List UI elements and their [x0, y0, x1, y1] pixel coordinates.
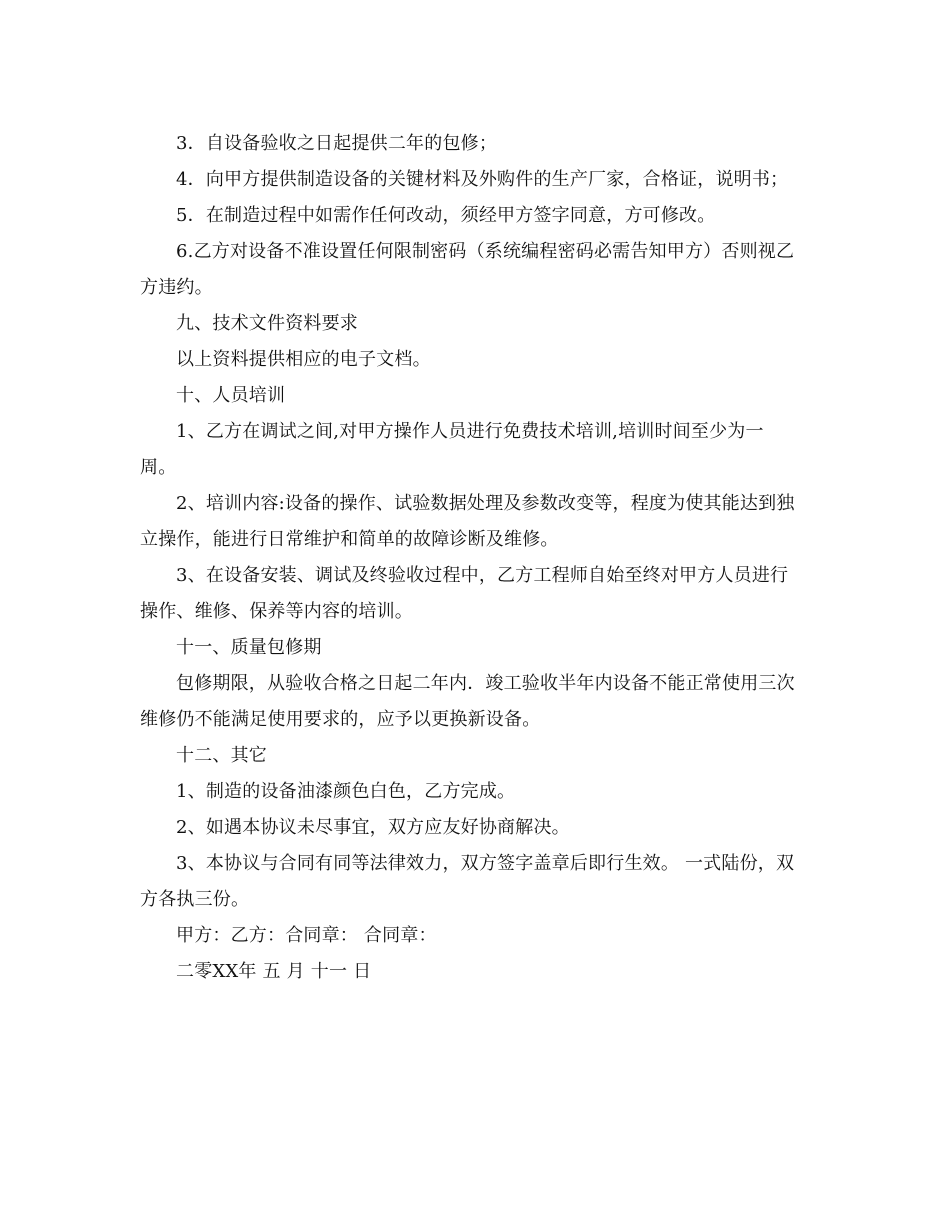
document-body — [140, 126, 812, 990]
section-heading: 九、技术文件资料要求 — [176, 313, 358, 334]
text-line: 方各执三份。 — [140, 889, 250, 910]
text-line: 3、本协议与合同有同等法律效力，双方签字盖章后即行生效。 一式陆份，双 — [176, 853, 795, 874]
section-heading: 十一、质量包修期 — [176, 637, 322, 658]
section-heading: 十、人员培训 — [176, 385, 286, 406]
text-line: 3．自设备验收之日起提供二年的包修； — [176, 133, 498, 154]
text-line: 维修仍不能满足使用要求的，应予以更换新设备。 — [140, 709, 541, 730]
text-line: 包修期限，从验收合格之日起二年内．竣工验收半年内设备不能正常使用三次 — [176, 673, 795, 694]
text-line: 方违约。 — [140, 277, 213, 298]
text-line: 以上资料提供相应的电子文档。 — [176, 349, 431, 370]
text-line: 操作、维修、保养等内容的培训。 — [140, 601, 413, 622]
text-line: 2、如遇本协议未尽事宜，双方应友好协商解决。 — [176, 817, 570, 838]
text-line: 5．在制造过程中如需作任何改动，须经甲方签字同意，方可修改。 — [176, 205, 716, 226]
text-line: 周。 — [140, 457, 177, 478]
text-line: 3、在设备安装、调试及终验收过程中，乙方工程师自始至终对甲方人员进行 — [176, 565, 789, 586]
date-line: 二零XX年 五 月 十一 日 — [176, 961, 372, 982]
text-line: 立操作，能进行日常维护和简单的故障诊断及维修。 — [140, 529, 559, 550]
section-heading: 十二、其它 — [176, 745, 267, 766]
text-line: 1、制造的设备油漆颜色白色，乙方完成。 — [176, 781, 516, 802]
text-line: 1、乙方在调试之间,对甲方操作人员进行免费技术培训,培训时间至少为一 — [176, 421, 764, 442]
text-line: 6.乙方对设备不准设置任何限制密码（系统编程密码必需告知甲方）否则视乙 — [176, 241, 795, 262]
signature-line: 甲方：乙方：合同章： 合同章： — [176, 925, 437, 946]
text-line: 2、培训内容:设备的操作、试验数据处理及参数改变等，程度为使其能达到独 — [176, 493, 795, 514]
text-line: 4．向甲方提供制造设备的关键材料及外购件的生产厂家，合格证，说明书； — [176, 169, 789, 190]
